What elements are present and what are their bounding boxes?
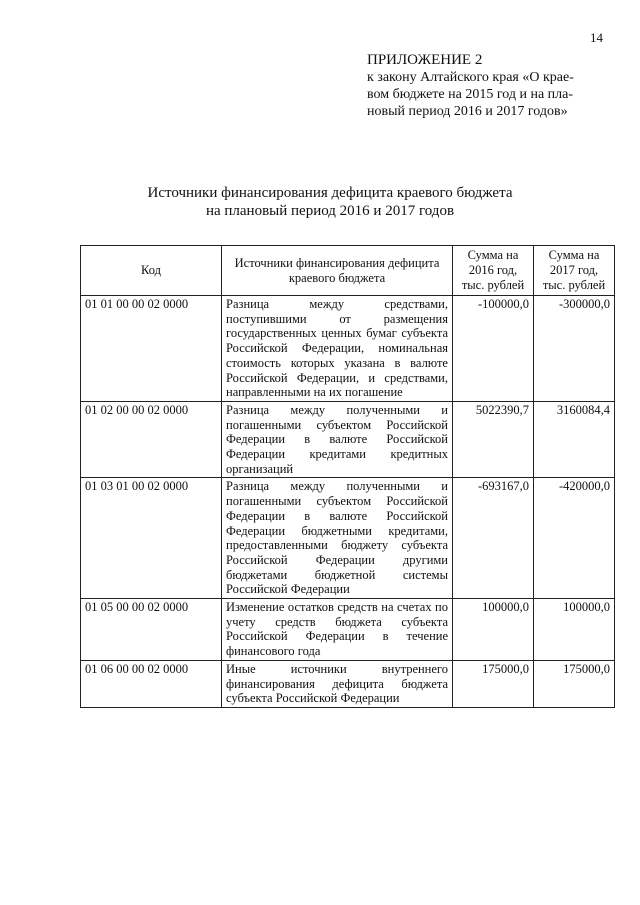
row-code: 01 03 01 00 02 0000 <box>81 478 222 599</box>
row-code: 01 05 00 00 02 0000 <box>81 599 222 661</box>
row-code: 01 02 00 00 02 0000 <box>81 401 222 478</box>
row-code: 01 06 00 00 02 0000 <box>81 660 222 707</box>
row-sum-2016: 175000,0 <box>453 660 534 707</box>
appendix-block <box>367 52 612 120</box>
row-sum-2016: 5022390,7 <box>453 401 534 478</box>
row-sum-2016: 100000,0 <box>453 599 534 661</box>
row-source-name: Иные источники внутреннего финансирования дефицита бюджета субъекта Российской Федерации <box>222 660 453 707</box>
row-sum-2016: -693167,0 <box>453 478 534 599</box>
document-title <box>130 184 530 220</box>
table-row <box>81 478 615 599</box>
header-sum-2016-line: 2016 год, <box>468 263 518 278</box>
header-sum-2017-line: 2017 год, <box>549 263 599 278</box>
table-header-row <box>81 246 615 296</box>
header-sum-2016-line: тыс. рублей <box>461 277 525 292</box>
row-sum-2017: -420000,0 <box>534 478 615 599</box>
appendix-subtitle-line: вом бюджете на 2015 год и на пла- <box>367 87 574 102</box>
row-sum-2017: 175000,0 <box>534 660 615 707</box>
appendix-title: ПРИЛОЖЕНИЕ 2 <box>367 52 483 68</box>
table-row <box>81 401 615 478</box>
document-title-line: Источники финансирования дефицита краевого бюджета <box>147 185 513 201</box>
row-code: 01 01 00 00 02 0000 <box>81 296 222 402</box>
row-sum-2017: 3160084,4 <box>534 401 615 478</box>
row-sum-2017: -300000,0 <box>534 296 615 402</box>
row-source-name: Изменение остатков средств на счетах по учету средств бюджета субъекта Российской Федерации в течение финансового года <box>222 599 453 661</box>
row-source-name: Разница между полученными и погашенными субъектом Российской Федерации в валюте Российской Федерации бюджетными кредитами, предоставленными бюджету субъекта Российской Федерации другими бюджетами бюджетной системы Российской Федерации <box>222 478 453 599</box>
row-sum-2016: -100000,0 <box>453 296 534 402</box>
header-sum-2017 <box>534 246 615 296</box>
header-code: Код <box>81 246 222 296</box>
financing-sources-table <box>80 245 615 708</box>
appendix-subtitle-line: новый период 2016 и 2017 годов» <box>367 104 568 119</box>
page-number: 14 <box>590 30 603 45</box>
header-sum-2017-line: Сумма на <box>548 248 600 263</box>
table-row <box>81 599 615 661</box>
row-sum-2017: 100000,0 <box>534 599 615 661</box>
table-row <box>81 660 615 707</box>
row-source-name: Разница между средствами, поступившими от размещения государственных ценных бумаг субъекта Российской Федерации, номинальная стоимость которых указана в валюте Российской Федерации, и средствами, направленными на их погашение <box>222 296 453 402</box>
header-sum-2016-line: Сумма на <box>467 248 519 263</box>
header-sum-2017-line: тыс. рублей <box>542 277 606 292</box>
appendix-subtitle-line: к закону Алтайского края «О крае- <box>367 70 574 85</box>
table-row <box>81 296 615 402</box>
document-title-line: на плановый период 2016 и 2017 годов <box>205 203 455 219</box>
row-source-name: Разница между полученными и погашенными субъектом Российской Федерации в валюте Российской Федерации кредитами кредитных организаций <box>222 401 453 478</box>
header-sum-2016 <box>453 246 534 296</box>
header-sources: Источники финансирования дефицита краевого бюджета <box>222 246 453 296</box>
